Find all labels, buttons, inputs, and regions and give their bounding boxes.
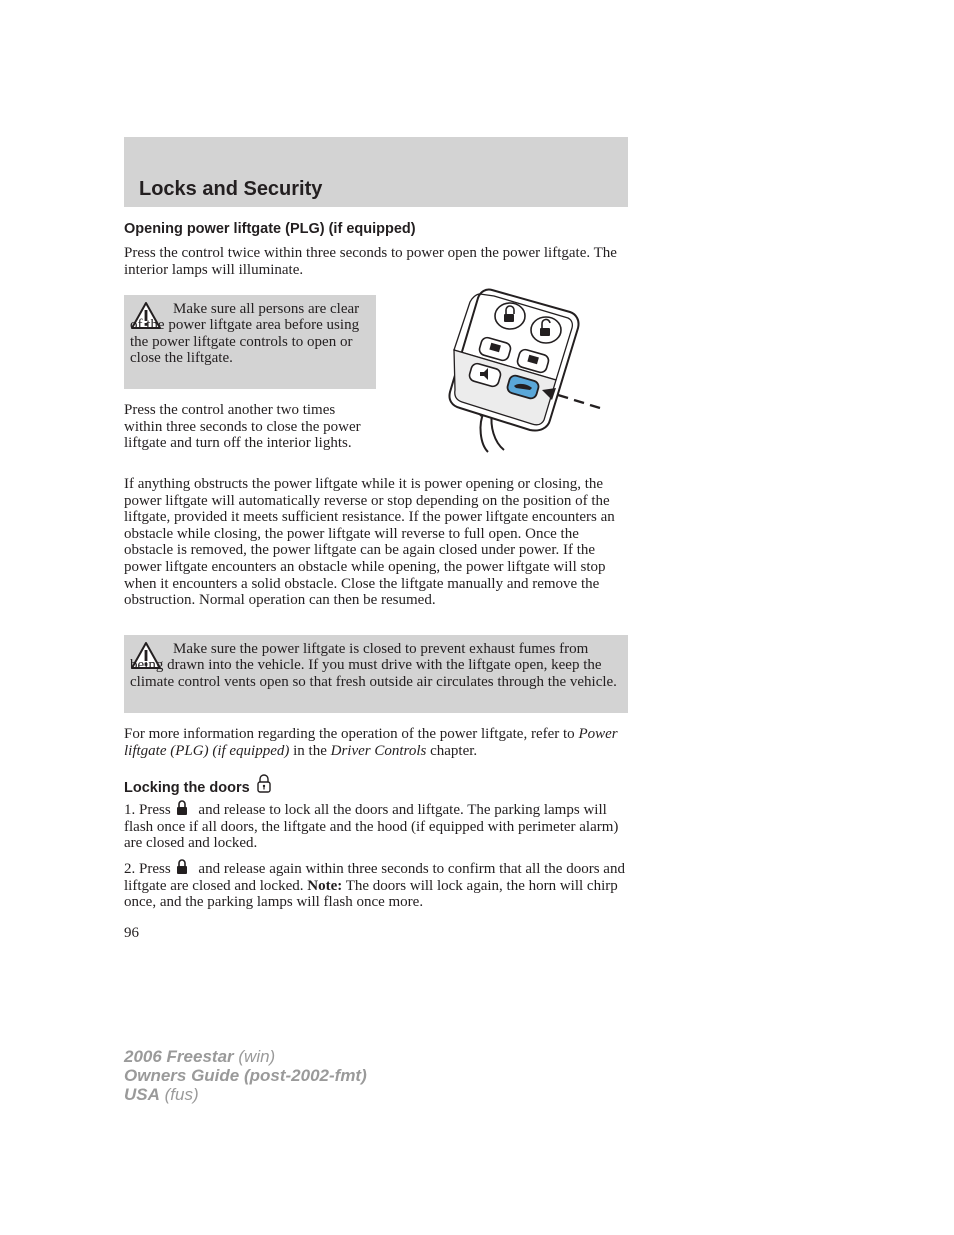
warning-text: Make sure the power liftgate is closed to prevent exhaust fumes from being drawn into the vehicle. If you must drive with the liftgate open, keep the climate control vents open so that fresh outside air circulates through the vehicle.: [130, 641, 617, 690]
step-2-paragraph: 2. Press and release again within three seconds to confirm that all the doors and liftgate are closed and locked. Note: The doors will lock again, the horn will chirp once, and the parking lamps will flash once more.: [124, 861, 625, 911]
page-number: 96: [124, 925, 139, 941]
footer-line-2: Owners Guide (post-2002-fmt): [124, 1066, 367, 1085]
note-label: Note:: [307, 877, 343, 894]
warning-box-persons-clear: [124, 295, 376, 389]
close-liftgate-paragraph: Press the control another two times within three seconds to close the power liftgate and turn off the interior lights.: [124, 402, 361, 452]
document-footer: [124, 1047, 367, 1104]
heading-opening-liftgate: Opening power liftgate (PLG) (if equipped): [124, 221, 416, 237]
step-1-paragraph: 1. Press and release to lock all the doors and liftgate. The parking lamps will flash once if all doors, the liftgate and the hood (if equipped with perimeter alarm) are closed and locked.: [124, 802, 619, 852]
section-header: [124, 137, 628, 207]
footer-line-3: USA (fus): [124, 1085, 199, 1104]
warning-box-exhaust-fumes: [124, 635, 628, 713]
reference-driver-controls: Driver Controls: [330, 742, 427, 759]
heading-locking-doors: Locking the doors: [124, 774, 271, 796]
reference-power-liftgate: Power liftgate (PLG) (if equipped): [124, 726, 618, 759]
footer-line-1: 2006 Freestar (win): [124, 1047, 276, 1066]
more-info-paragraph: For more information regarding the operation of the power liftgate, refer to Power liftgate (PLG) (if equipped) in the Driver Controls chapter.: [124, 726, 618, 759]
section-title: Locks and Security: [139, 178, 323, 200]
lock-icon: [257, 774, 271, 794]
lock-icon: [176, 800, 188, 816]
obstruction-paragraph: If anything obstructs the power liftgate while it is power opening or closing, the power liftgate will automatically reverse or stop depending on the position of the liftgate, provided it meets sufficient resistance. If the power liftgate encounters an obstacle while closing, the power liftgate will reverse to full open. Once the obstacle is removed, the power liftgate can be again closed under power. If the power liftgate encounters an obstacle while opening, the power liftgate will stop when it encounters a solid obstacle. Close the liftgate manually and remove the obstruction. Normal operation can then be resumed.: [124, 476, 615, 609]
intro-paragraph: Press the control twice within three seconds to power open the power liftgate. The interior lamps will illuminate.: [124, 245, 617, 278]
lock-icon: [176, 859, 188, 875]
warning-text: Make sure all persons are clear of the power liftgate area before using the power liftgate controls to open or close the liftgate.: [130, 301, 360, 367]
keyless-remote-illustration: [440, 284, 610, 454]
